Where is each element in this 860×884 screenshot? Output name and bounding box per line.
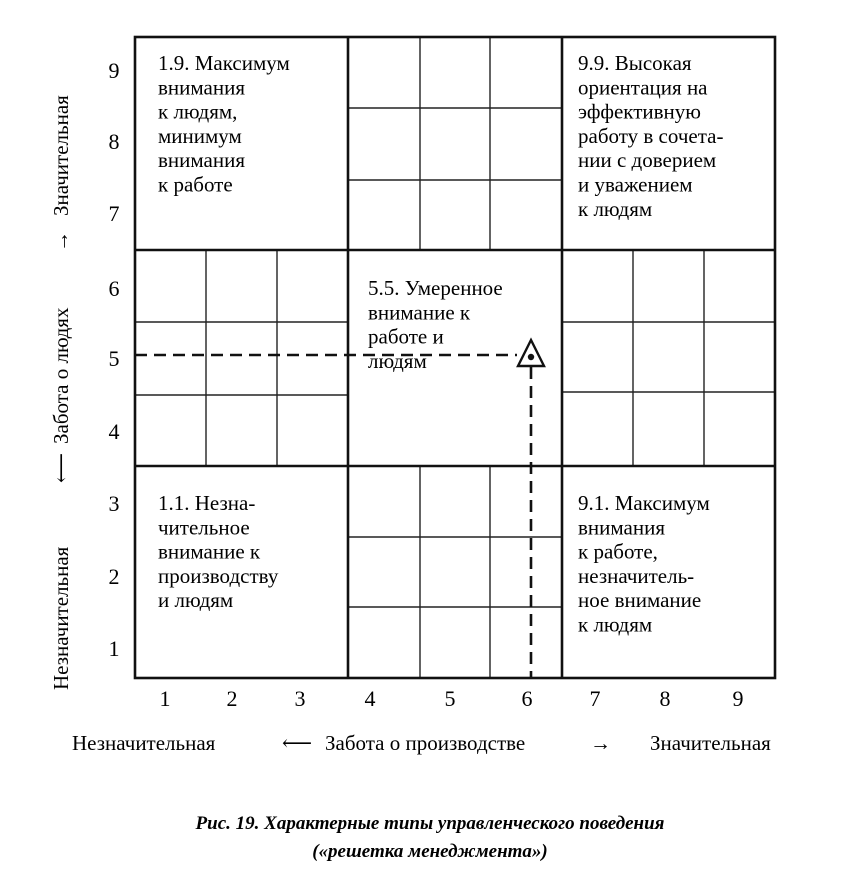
style-description-s91: [578, 491, 710, 637]
description-line: к людям,: [158, 99, 238, 124]
description-line: к работе,: [578, 539, 658, 564]
description-line: людям: [368, 348, 427, 373]
y-axis-high-label: Значительная: [49, 95, 73, 216]
x-axis-low-label: Незначительная: [72, 731, 216, 755]
y-tick-label: 9: [108, 58, 120, 83]
figure-caption: Рис. 19. Характерные типы управленческого поведения: [195, 813, 665, 834]
y-tick-label: 1: [108, 636, 120, 661]
description-line: минимум: [158, 123, 242, 148]
x-axis-ticks: [160, 686, 744, 711]
y-tick-label: 7: [108, 201, 120, 226]
description-line: чительное: [158, 515, 250, 540]
marker-dot: [528, 354, 534, 360]
y-axis-ticks: [109, 58, 120, 661]
description-line: внимание к: [158, 539, 261, 564]
description-line: внимания: [158, 75, 245, 100]
x-tick-label: 7: [589, 686, 601, 711]
y-tick-label: 6: [108, 276, 120, 301]
x-tick-label: 4: [364, 686, 376, 711]
y-axis-title: Забота о людях: [49, 307, 73, 444]
y-tick-label: 3: [108, 491, 120, 516]
description-line: 5.5. Умеренное: [368, 276, 503, 300]
style-description-s55: [368, 276, 503, 373]
x-tick-label: 6: [521, 686, 533, 711]
style-description-s99: [578, 51, 723, 221]
description-line: нии с доверием: [578, 148, 717, 173]
description-line: к людям: [578, 612, 653, 637]
x-tick-label: 9: [732, 686, 744, 711]
description-line: к людям: [578, 196, 653, 221]
description-line: 1.1. Незна-: [158, 491, 256, 515]
description-line: внимания: [158, 148, 245, 173]
x-tick-label: 8: [659, 686, 671, 711]
y-tick-label: 5: [108, 346, 120, 371]
description-line: ориентация на: [578, 75, 708, 100]
description-line: к работе: [158, 172, 233, 197]
style-description-s11: [158, 491, 279, 612]
x-axis-high-label: Значительная: [650, 731, 771, 755]
x-tick-label: 5: [444, 686, 456, 711]
y-axis-caption: [49, 95, 73, 690]
style-description-s19: [158, 51, 290, 197]
x-tick-label: 1: [159, 686, 171, 711]
description-line: эффективную: [578, 99, 701, 124]
x-tick-label: 2: [226, 686, 238, 711]
triangle-marker-icon: [518, 340, 544, 366]
x-axis-title: Забота о производстве: [325, 731, 526, 755]
description-line: 9.9. Высокая: [578, 51, 692, 75]
description-line: и людям: [158, 588, 234, 613]
description-line: незначитель-: [578, 563, 695, 588]
x-axis-arrow-left: ⟵: [282, 731, 313, 755]
description-line: производству: [158, 563, 279, 588]
y-tick-label: 2: [108, 564, 120, 589]
y-tick-label: 8: [108, 129, 120, 154]
y-axis-low-label: Незначительная: [49, 546, 73, 690]
description-line: 9.1. Максимум: [578, 491, 710, 515]
y-axis-arrow-up: →: [49, 231, 73, 252]
description-line: и уважением: [578, 172, 693, 197]
description-line: работе и: [368, 324, 444, 349]
description-line: работу в сочета-: [578, 123, 724, 148]
description-line: внимания: [578, 515, 665, 540]
figure-subcaption: («решетка менеджмента»): [312, 841, 548, 862]
style-descriptions: [158, 51, 723, 637]
x-axis-caption: [72, 731, 771, 755]
x-tick-label: 3: [294, 686, 306, 711]
description-line: внимание к: [368, 300, 471, 325]
description-line: ное внимание: [578, 588, 702, 613]
y-tick-label: 4: [108, 419, 120, 444]
description-line: 1.9. Максимум: [158, 51, 290, 75]
x-axis-arrow-right: →: [590, 731, 611, 755]
y-axis-arrow-down: ⟵: [49, 452, 73, 483]
